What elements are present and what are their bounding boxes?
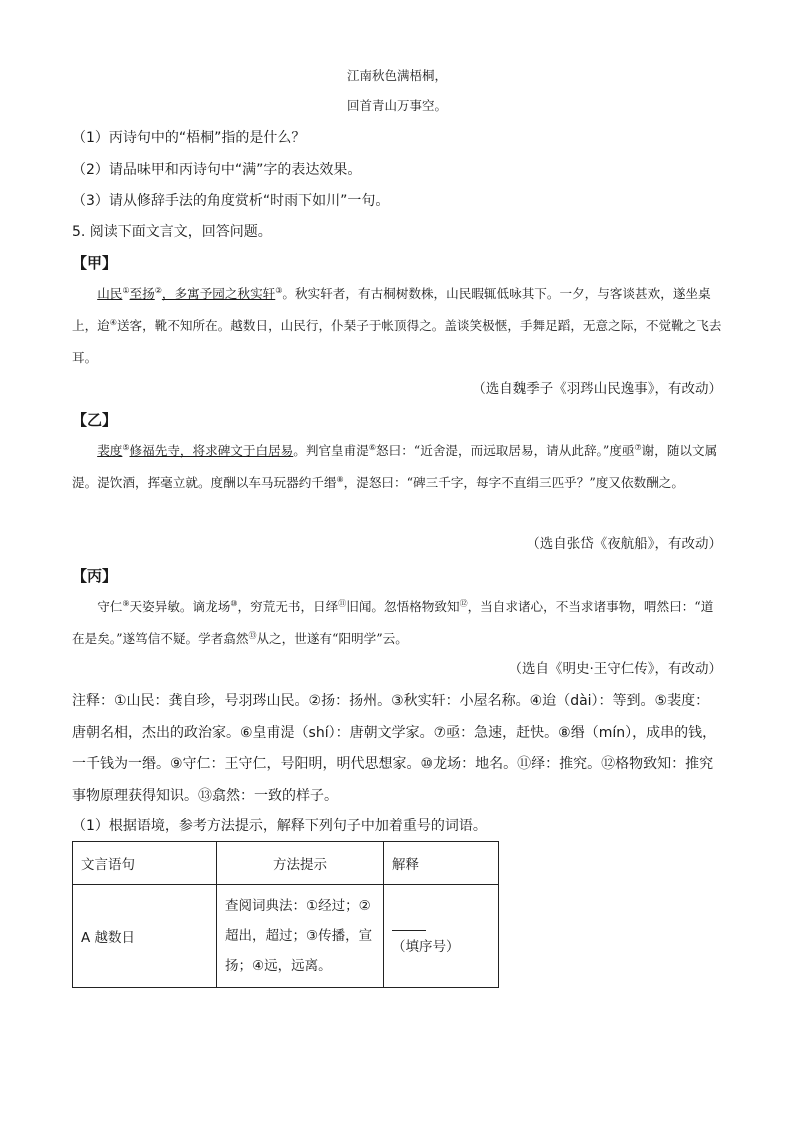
note-ref-10: ⑩: [230, 598, 238, 608]
yi-source: （选自张岱《夜航船》，有改动）: [526, 536, 722, 552]
note-ref-6: ⑥: [368, 442, 376, 452]
yi-text-2: 怒曰：“近舍湜，而远取居易，请从此辞。”度亟: [376, 443, 635, 458]
yi-passage: [72, 435, 722, 499]
table-row: [73, 885, 499, 988]
table-cell-hint: 查阅词典法：①经过；②超出，超过；③传播，宣扬；④远，远离。: [217, 885, 384, 988]
table-cell-sentence: A 越数日: [73, 885, 217, 988]
section-jia-header: 【甲】: [72, 254, 118, 272]
note-ref-11: ⑪: [338, 598, 347, 608]
yi-text-3: 谢，随以文属湜。湜饮酒，挥毫立就。度酬以车马玩器约千缗: [72, 443, 718, 490]
note-ref-7: ⑦: [634, 442, 642, 452]
answer-blank[interactable]: [392, 918, 426, 931]
note-ref-2: ②: [154, 285, 162, 295]
answer-hint: （填序号）: [392, 938, 460, 955]
question-4-3: （3）请从修辞手法的角度赏析“时雨下如川”一句。: [72, 193, 390, 209]
question-4-1: （1）丙诗句中的“梧桐”指的是什么？: [72, 130, 306, 146]
jia-underline-1: 山民: [97, 286, 123, 301]
jia-text-2: 送客，靴不知所在。越数日，山民行，仆琹子于帐顶得之。盖谈笑极惬，手舞足蹈，无意之际，不觉靴之飞去耳。: [72, 318, 722, 365]
bing-text-2: ，穷荒无书，日绎: [237, 599, 339, 614]
note-ref-12: ⑫: [459, 598, 468, 608]
yi-text-1: 。判官皇甫湜: [293, 443, 369, 458]
note-ref-9: ⑨: [122, 598, 130, 608]
bing-text-5: 从之，世遂有“阳明学”云。: [256, 631, 408, 646]
section-bing-header: 【丙】: [72, 567, 118, 585]
table-header-row: [73, 842, 499, 885]
jia-passage: [72, 278, 722, 374]
yi-underline-2: 修福先寺，将求碑文于白居易: [129, 443, 294, 458]
bing-text-4: ，当自求诸心，不当求诸事物，喟然曰：“道在是矣。”遂笃信不疑。学者翕然: [72, 599, 714, 646]
bing-source: （选自《明史·王守仁传》，有改动）: [508, 661, 722, 677]
yi-underline-1: 裴度: [97, 443, 123, 458]
table-cell-answer[interactable]: [384, 885, 499, 988]
poem-line-2: 回首青山万事空。: [346, 98, 447, 113]
yi-text-4: ，湜怒曰：“碑三千字，每字不直绢三匹乎？”度又依数酬之。: [343, 475, 684, 490]
note-ref-5: ⑤: [122, 442, 130, 452]
table-header-cell: 方法提示: [217, 842, 384, 885]
question-5-title: 5. 阅读下面文言文，回答问题。: [72, 224, 272, 240]
annotations: 注释：①山民：龚自珍，号羽琌山民。②扬：扬州。③秋实轩：小屋名称。④迨（dài）：等到。⑤裴度：唐朝名相，杰出的政治家。⑥皇甫湜（shí）：唐朝文学家。⑦亟：急速，赶快。⑧缗（mín），成串的钱，一千钱为一缗。⑨守仁：王守仁，号阳明，明代思想家。⑩龙场：地名。⑪绎：推究。⑫格物致知：推究事物原理获得知识。⑬翕然：一致的样子。: [72, 693, 717, 804]
section-yi-header: 【乙】: [72, 411, 118, 429]
table-header-cell: 文言语句: [73, 842, 217, 885]
note-ref-1: ①: [122, 285, 130, 295]
note-ref-3: ③: [275, 285, 283, 295]
poem-line-1: 江南秋色满梧桐，: [346, 68, 447, 83]
bing-passage: [72, 591, 722, 655]
table-header-cell: 解释: [384, 842, 499, 885]
bing-text-1: 天姿异敏。谪龙场: [129, 599, 231, 614]
note-ref-13: ⑬: [248, 630, 257, 640]
note-ref-4: ④: [109, 317, 117, 327]
question-4-2: （2）请品味甲和丙诗句中“满”字的表达效果。: [72, 162, 362, 178]
bing-text-0: 守仁: [97, 599, 123, 614]
bing-text-3: 旧闻。忽悟格物致知: [346, 599, 460, 614]
jia-underline-3: ，多寓予园之秋实轩: [161, 286, 276, 301]
jia-source: （选自魏季子《羽琌山民逸事》，有改动）: [472, 381, 722, 397]
jia-text-1: 。秋实轩者，有古桐树数株，山民暇辄低咏其下。一夕，与客谈甚欢，遂坐桌上，迨: [72, 286, 711, 333]
answer-table: [72, 841, 499, 988]
question-5-1: （1）根据语境，参考方法提示，解释下列句子中加着重号的词语。: [72, 818, 487, 834]
jia-underline-2: 至扬: [129, 286, 155, 301]
note-ref-8: ⑧: [336, 474, 344, 484]
